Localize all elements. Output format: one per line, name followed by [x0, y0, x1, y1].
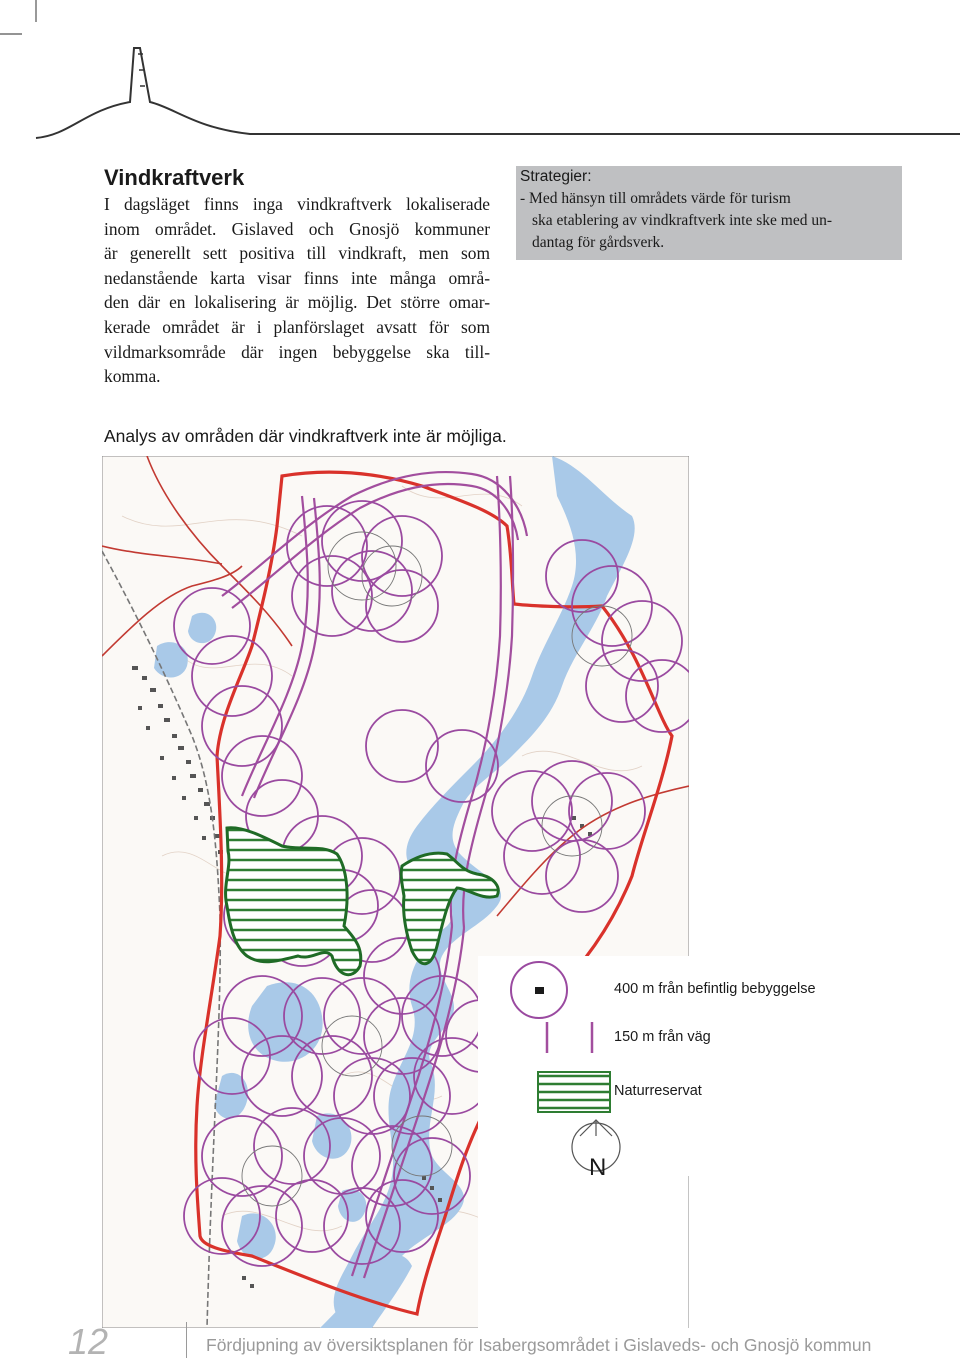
legend-road-label: 150 m från väg — [614, 1029, 711, 1045]
page-number: 12 — [68, 1321, 109, 1362]
strategy-line: - Med hänsyn till områdets värde för turism — [520, 190, 791, 207]
legend-dwelling-label: 400 m från befintlig bebyggelse — [614, 981, 816, 997]
analysis-map — [102, 456, 689, 1328]
body-line: inom området. Gislaved och Gnosjö kommuner — [104, 218, 490, 239]
strategy-line: dantag för gårdsverk. — [532, 234, 665, 251]
legend-reserve — [538, 1072, 610, 1112]
legend-reserve-label: Naturreservat — [614, 1083, 702, 1099]
footer-title: Fördjupning av översiktsplanen för Isabergsområdet i Gislaveds- och Gnosjö kommun — [206, 1335, 872, 1355]
body-line: kerade området är i planförslaget avsatt för som — [104, 316, 490, 337]
footer-divider — [186, 1322, 187, 1358]
strategy-box — [516, 166, 902, 260]
body-line: nedanstående karta visar finns inte många områ- — [104, 267, 490, 288]
body-line: är generellt sett positiva till vindkraft, men som — [104, 243, 490, 264]
legend-panel — [478, 956, 689, 1328]
body-paragraph — [104, 192, 490, 389]
section-title: Vindkraftverk — [104, 165, 245, 190]
strategy-line: ska etablering av vindkraftverk inte ske med un- — [532, 212, 832, 229]
body-line: I dagsläget finns inga vindkraftverk lokaliserade — [104, 194, 490, 214]
strategy-title: Strategier: — [520, 168, 592, 185]
body-line: vildmarksområde där ingen bebyggelse ska till- — [104, 341, 490, 362]
header-tower-illustration — [0, 0, 960, 150]
north-label: N — [589, 1154, 607, 1181]
map-caption: Analys av områden där vindkraftverk inte är möjliga. — [104, 426, 507, 446]
body-line: den där en lokalisering är möjlig. Det större omar- — [104, 292, 490, 313]
body-line: komma. — [104, 366, 161, 387]
